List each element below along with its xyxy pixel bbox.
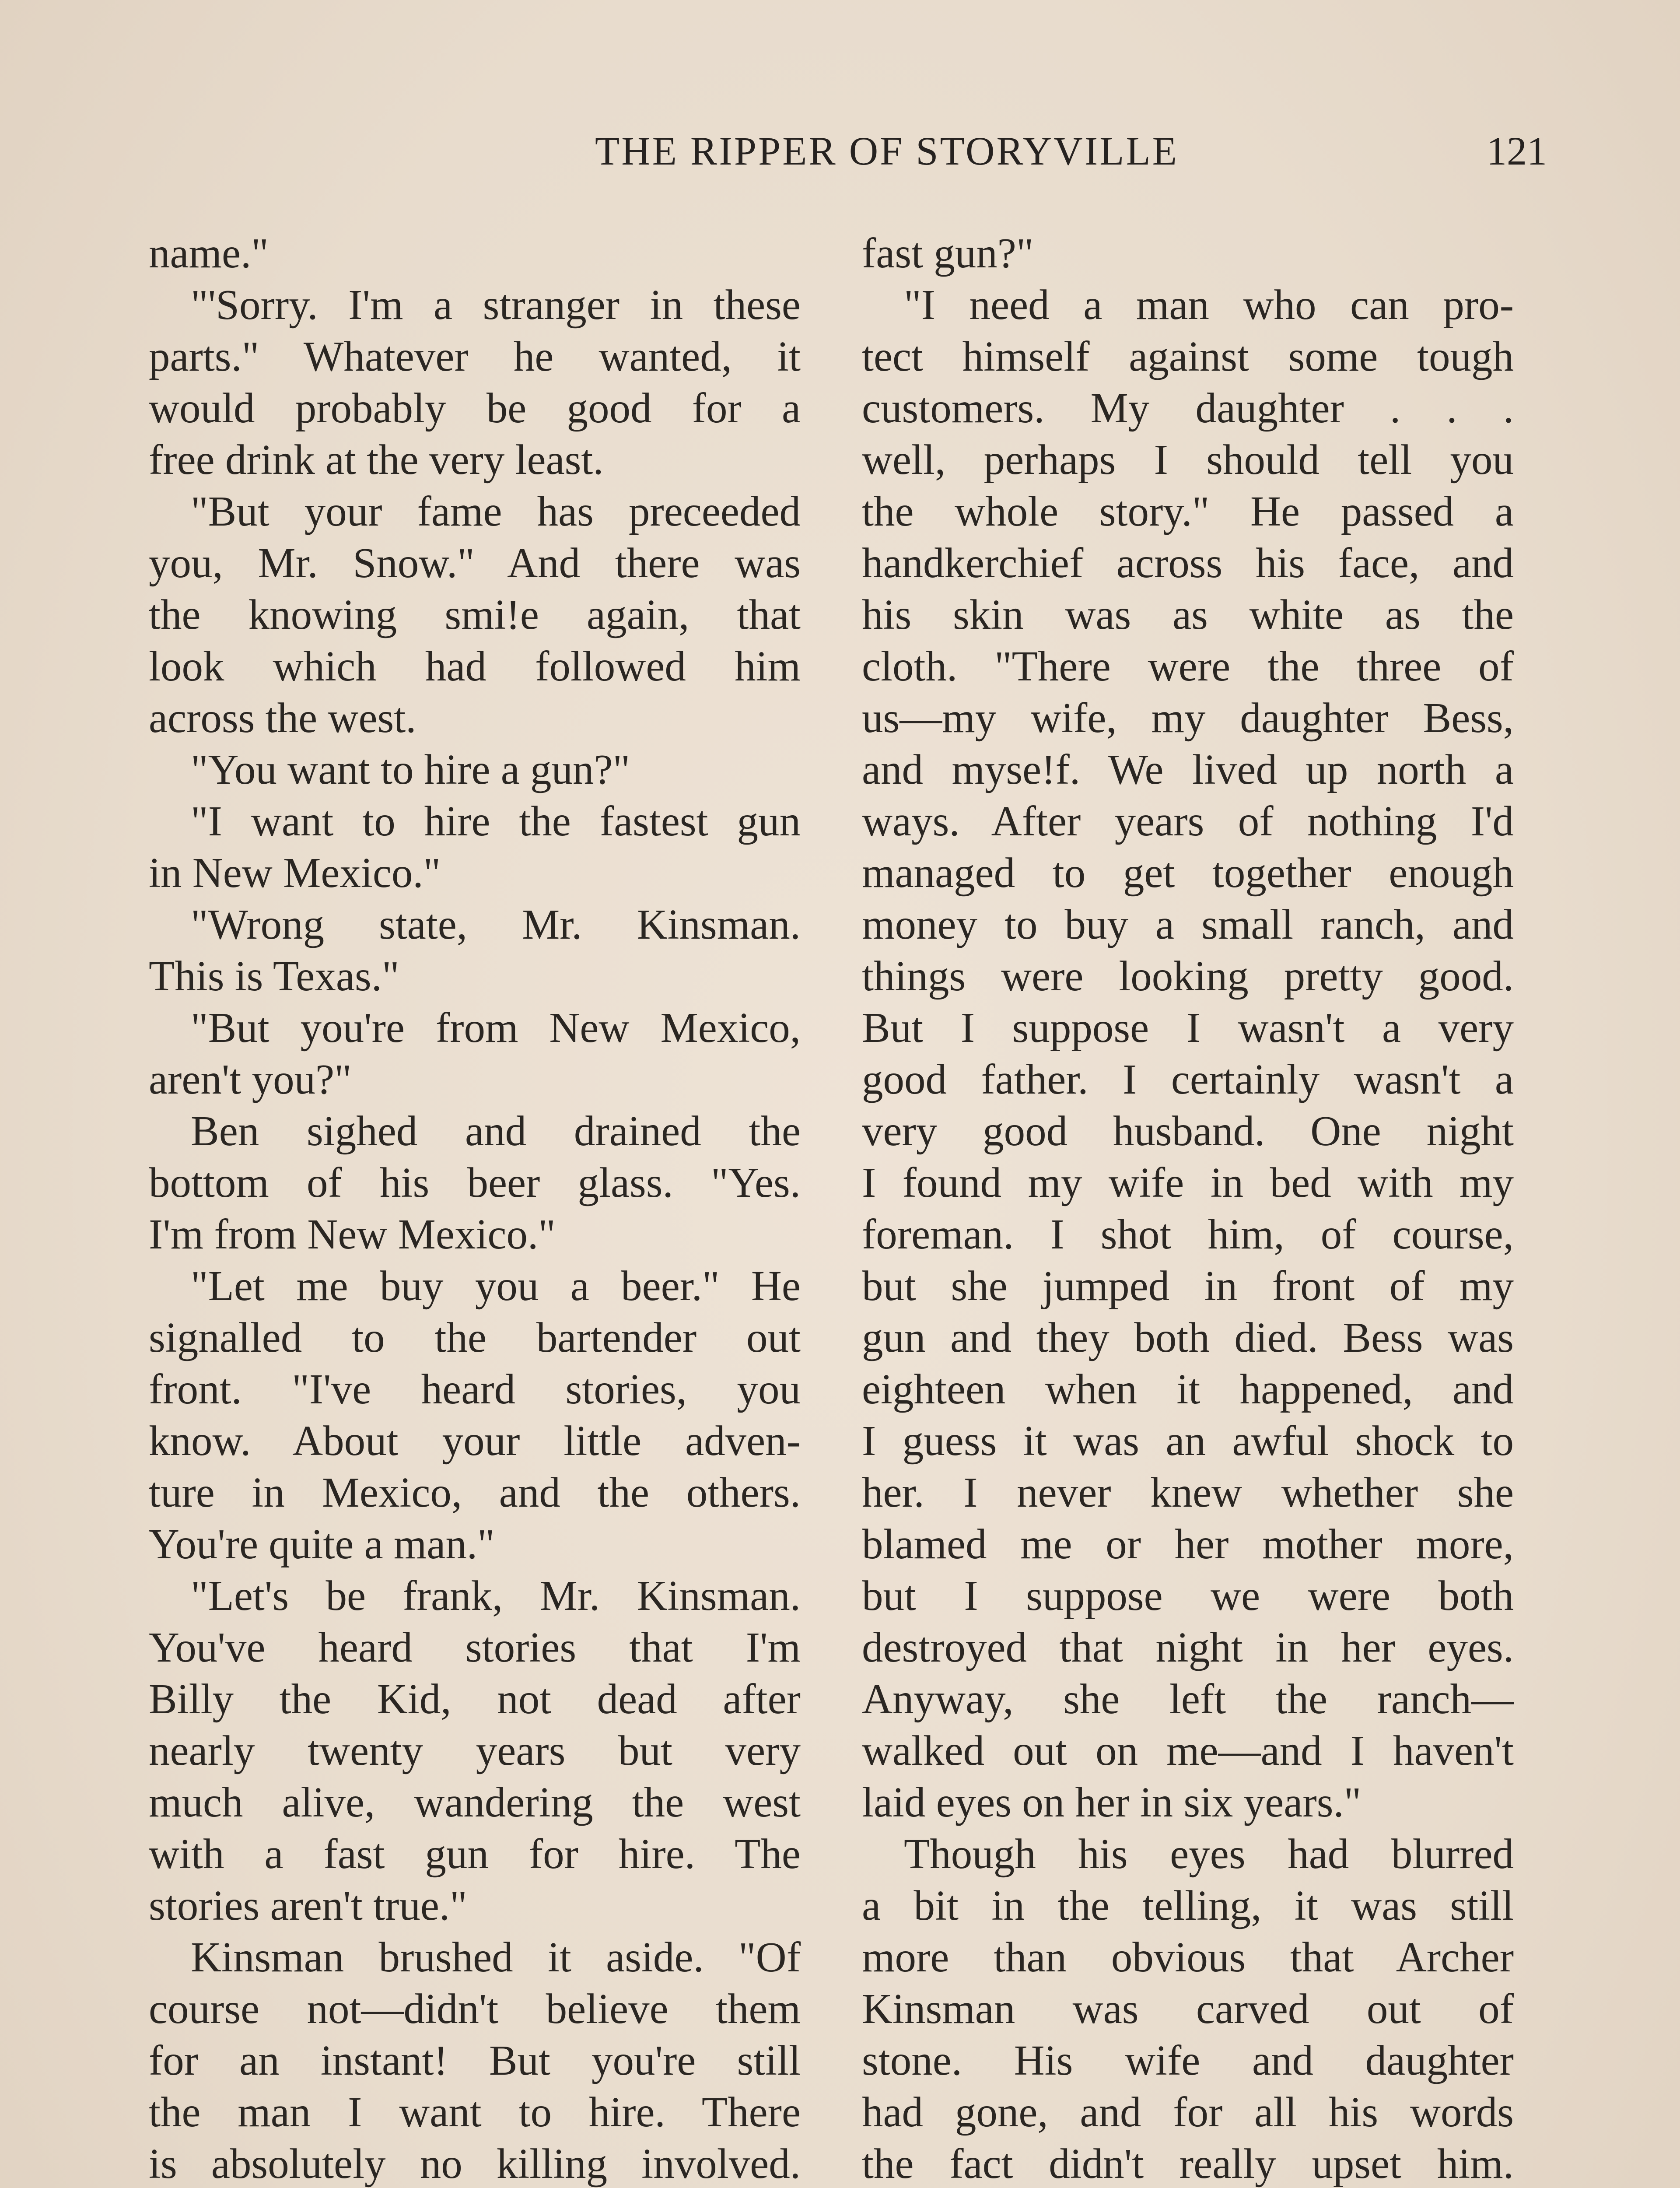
- text-line: cloth. "There were the three of: [862, 643, 1514, 690]
- text-line: Kinsman was carved out of: [862, 1985, 1514, 2032]
- text-column-left: [149, 228, 801, 2188]
- text-line: with a fast gun for hire. The: [149, 1830, 801, 1877]
- text-line: "Let me buy you a beer." He: [191, 1262, 801, 1309]
- text-line: free drink at the very least.: [149, 436, 604, 483]
- text-line: blamed me or her mother more,: [862, 1521, 1514, 1567]
- text-line: things were looking pretty good.: [862, 953, 1514, 999]
- text-line: "But you're from New Mexico,: [191, 1004, 801, 1051]
- page-number: 121: [1487, 129, 1547, 173]
- text-line: would probably be good for a: [149, 385, 801, 431]
- text-line: tect himself against some tough: [862, 333, 1514, 380]
- text-line: course not—didn't believe them: [149, 1985, 801, 2032]
- page-header: [0, 128, 1680, 180]
- text-line: had gone, and for all his words: [862, 2089, 1514, 2135]
- text-line: laid eyes on her in six years.": [862, 1779, 1362, 1826]
- text-line: front. "I've heard stories, you: [149, 1366, 801, 1413]
- text-line: gun and they both died. Bess was: [862, 1314, 1514, 1361]
- text-line: a bit in the telling, it was still: [862, 1882, 1514, 1929]
- text-line: the knowing smi!e again, that: [149, 591, 801, 638]
- text-line: but I suppose we were both: [862, 1572, 1514, 1619]
- text-line: her. I never knew whether she: [862, 1469, 1514, 1516]
- text-line: But I suppose I wasn't a very: [862, 1004, 1514, 1051]
- text-line: for an instant! But you're still: [149, 2037, 801, 2084]
- text-line: know. About your little adven-: [149, 1417, 801, 1464]
- text-line: ture in Mexico, and the others.: [149, 1469, 801, 1516]
- text-line: destroyed that night in her eyes.: [862, 1624, 1514, 1671]
- text-line: bottom of his beer glass. "Yes.: [149, 1159, 801, 1206]
- text-line: more than obvious that Archer: [862, 1934, 1514, 1981]
- text-line: I guess it was an awful shock to: [862, 1417, 1514, 1464]
- text-line: eighteen when it happened, and: [862, 1366, 1514, 1413]
- text-line: is absolutely no killing involved.: [149, 2140, 801, 2187]
- text-line: signalled to the bartender out: [149, 1314, 801, 1361]
- text-line: You're quite a man.": [149, 1521, 495, 1567]
- text-line: his skin was as white as the: [862, 591, 1514, 638]
- text-line: I found my wife in bed with my: [862, 1159, 1514, 1206]
- text-line: and myse!f. We lived up north a: [862, 746, 1514, 793]
- text-line: parts." Whatever he wanted, it: [149, 333, 801, 380]
- text-line: walked out on me—and I haven't: [862, 1727, 1514, 1774]
- text-line: name.": [149, 230, 269, 277]
- text-line: "Wrong state, Mr. Kinsman.: [191, 901, 801, 948]
- text-line: Anyway, she left the ranch—: [862, 1676, 1514, 1722]
- text-line: nearly twenty years but very: [149, 1727, 801, 1774]
- text-column-right: [862, 228, 1514, 2188]
- text-line: you, Mr. Snow." And there was: [149, 540, 801, 586]
- text-line: foreman. I shot him, of course,: [862, 1211, 1514, 1258]
- text-line: ways. After years of nothing I'd: [862, 798, 1514, 845]
- text-line: handkerchief across his face, and: [862, 540, 1514, 586]
- text-line: "You want to hire a gun?": [191, 746, 630, 793]
- text-line: well, perhaps I should tell you: [862, 436, 1514, 483]
- text-line: us—my wife, my daughter Bess,: [862, 694, 1514, 741]
- text-line: the man I want to hire. There: [149, 2089, 801, 2135]
- text-line: This is Texas.": [149, 953, 399, 999]
- text-line: Kinsman brushed it aside. "Of: [191, 1934, 801, 1981]
- text-line: You've heard stories that I'm: [149, 1624, 801, 1671]
- text-line: stone. His wife and daughter: [862, 2037, 1514, 2084]
- text-line: across the west.: [149, 694, 416, 741]
- text-line: Billy the Kid, not dead after: [149, 1676, 801, 1722]
- text-line: Ben sighed and drained the: [191, 1108, 801, 1154]
- text-line: "Let's be frank, Mr. Kinsman.: [191, 1572, 801, 1619]
- text-line: much alive, wandering the west: [149, 1779, 801, 1826]
- running-head: THE RIPPER OF STORYVILLE: [595, 129, 1179, 173]
- text-line: the fact didn't really upset him.: [862, 2140, 1514, 2187]
- text-line: I'm from New Mexico.": [149, 1211, 556, 1258]
- text-line: very good husband. One night: [862, 1108, 1514, 1154]
- text-line: customers. My daughter . . .: [862, 385, 1514, 431]
- text-line: good father. I certainly wasn't a: [862, 1056, 1514, 1103]
- text-line: Though his eyes had blurred: [904, 1830, 1514, 1877]
- text-line: "'Sorry. I'm a stranger in these: [191, 281, 801, 328]
- text-line: managed to get together enough: [862, 849, 1514, 896]
- text-line: money to buy a small ranch, and: [862, 901, 1514, 948]
- text-line: look which had followed him: [149, 643, 801, 690]
- text-line: "I want to hire the fastest gun: [191, 798, 801, 845]
- text-line: aren't you?": [149, 1056, 352, 1103]
- text-line: in New Mexico.": [149, 849, 441, 896]
- text-line: "But your fame has preceeded: [191, 488, 801, 535]
- text-line: the whole story." He passed a: [862, 488, 1514, 535]
- text-line: "I need a man who can pro-: [904, 281, 1514, 328]
- text-line: stories aren't true.": [149, 1882, 467, 1929]
- text-line: but she jumped in front of my: [862, 1262, 1514, 1309]
- text-line: fast gun?": [862, 230, 1034, 277]
